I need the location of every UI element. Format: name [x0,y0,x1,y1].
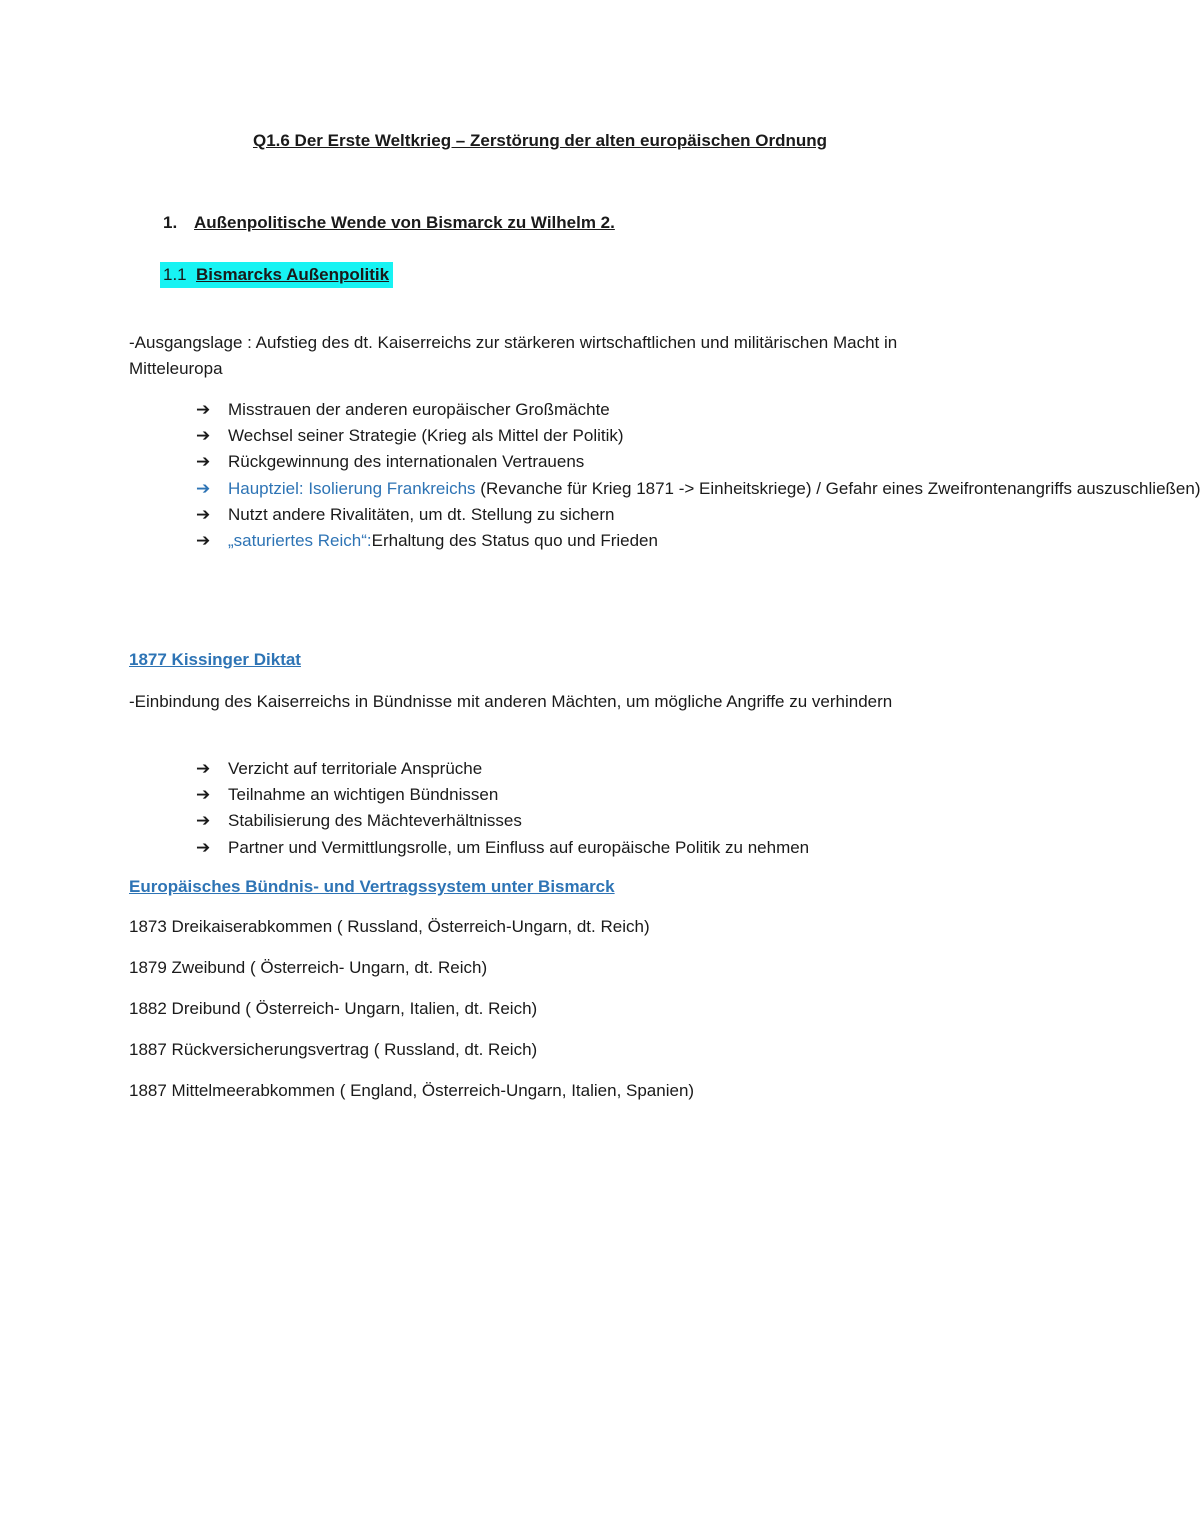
right-arrow-icon: ➔ [196,504,211,524]
bullet-text: Stabilisierung des Mächteverhältnisses [228,811,522,831]
treaty-item: 1887 Mittelmeerabkommen ( England, Österreich-Ungarn, Italien, Spanien) [129,1081,695,1100]
document-title: Q1.6 Der Erste Weltkrieg – Zerstörung der alten europäischen Ordnung [252,131,828,150]
kissinger-intro: -Einbindung des Kaiserreichs in Bündnisse mit anderen Mächten, um mögliche Angriffe zu verhindern [129,692,893,711]
bullet-text: (Revanche für Krieg 1871 -> Einheitskriege) / Gefahr eines Zweifrontenangriffs auszuschließen) [475,478,1200,498]
list-item [196,835,936,861]
buendnis-heading: Europäisches Bündnis- und Vertragssystem unter Bismarck [129,877,615,896]
list-item [196,782,936,808]
section-1-title: Außenpolitische Wende von Bismarck zu Wilhelm 2. [194,213,615,232]
kissinger-heading: 1877 Kissinger Diktat [129,650,301,669]
list-item [196,423,936,449]
right-arrow-icon: ➔ [196,785,211,805]
section-1-number: 1. [163,213,178,232]
ausgangslage-paragraph: -Ausgangslage : Aufstieg des dt. Kaiserreichs zur stärkeren wirtschaftlichen und militärischen Macht in Mitteleuropa [129,333,898,378]
bismarck-bullet-list [196,397,1200,554]
treaty-item: 1879 Zweibund ( Österreich- Ungarn, dt. Reich) [129,958,488,977]
list-item [196,502,936,528]
right-arrow-icon: ➔ [196,426,211,446]
list-item [196,528,936,554]
section-1-1-number: 1.1 [163,265,187,284]
treaty-item: 1873 Dreikaiserabkommen ( Russland, Österreich-Ungarn, dt. Reich) [129,917,650,936]
bullet-text: Wechsel seiner Strategie (Krieg als Mittel der Politik) [228,426,624,446]
right-arrow-icon: ➔ [196,478,211,498]
treaty-item: 1882 Dreibund ( Österreich- Ungarn, Italien, dt. Reich) [129,999,538,1018]
bullet-text: Erhaltung des Status quo und Frieden [371,531,658,551]
bullet-text: Teilnahme an wichtigen Bündnissen [228,785,499,805]
right-arrow-icon: ➔ [196,759,211,778]
right-arrow-icon: ➔ [196,452,211,472]
kissinger-bullet-list [196,756,936,861]
right-arrow-icon: ➔ [196,837,211,857]
list-item [196,397,936,423]
section-1-heading [163,213,615,233]
bullet-text: Rückgewinnung des internationalen Vertrauens [228,452,585,472]
list-item [196,476,1200,502]
list-item [196,449,936,475]
section-1-1-title: Bismarcks Außenpolitik [196,265,390,284]
bullet-text: Verzicht auf territoriale Ansprüche [228,759,483,778]
bullet-highlight: Hauptziel: Isolierung Frankreichs [228,478,476,498]
right-arrow-icon: ➔ [196,811,211,831]
bullet-highlight: „saturiertes Reich“: [228,531,372,551]
bullet-text: Nutzt andere Rivalitäten, um dt. Stellung zu sichern [228,504,615,524]
section-1-1-heading [160,262,393,288]
bullet-text: Misstrauen der anderen europäischer Großmächte [228,400,610,419]
treaty-item: 1887 Rückversicherungsvertrag ( Russland, dt. Reich) [129,1040,538,1059]
list-item [196,756,936,782]
list-item [196,808,936,834]
bullet-text: Partner und Vermittlungsrolle, um Einfluss auf europäische Politik zu nehmen [228,837,810,857]
right-arrow-icon: ➔ [196,531,211,551]
right-arrow-icon: ➔ [196,400,211,419]
